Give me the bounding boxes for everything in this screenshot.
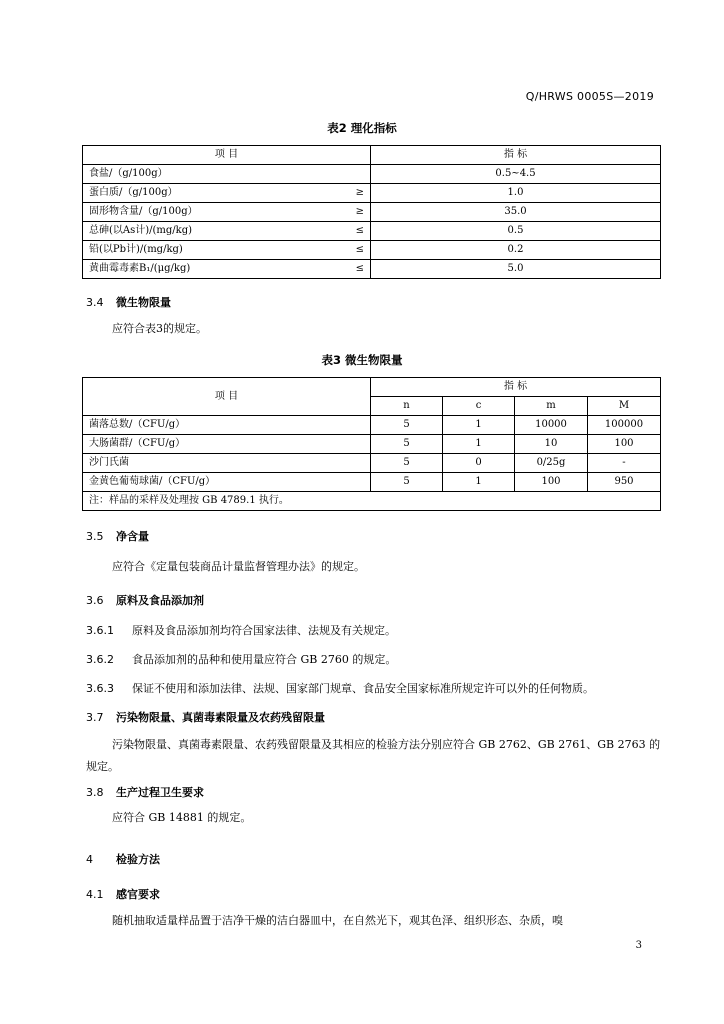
section-title: 原料及食品添加剂 bbox=[116, 594, 204, 607]
section-title: 净含量 bbox=[116, 530, 149, 543]
section-3-5-heading bbox=[86, 528, 149, 544]
cell-item: 总砷(以As计)/(mg/kg) bbox=[89, 225, 193, 236]
cell-item: 沙门氏菌 bbox=[83, 454, 371, 473]
cell-c: 1 bbox=[443, 435, 515, 454]
section-title: 检验方法 bbox=[116, 853, 160, 866]
table-note: 注：样品的采样及处理按 GB 4789.1 执行。 bbox=[83, 492, 661, 511]
section-number: 3.5 bbox=[86, 530, 104, 543]
cell-item: 大肠菌群/（CFU/g） bbox=[83, 435, 371, 454]
cell-item: 固形物含量/（g/100g） bbox=[89, 206, 198, 217]
section-title: 微生物限量 bbox=[116, 296, 171, 309]
clause-text: 保证不使用和添加法律、法规、国家部门规章、食品安全国家标准所规定许可以外的任何物质。 bbox=[132, 682, 594, 695]
cell-value: 35.0 bbox=[371, 203, 661, 222]
cell-value: 0.5 bbox=[371, 222, 661, 241]
table3-caption: 表3 微生物限量 bbox=[321, 353, 403, 367]
cell-m-upper: 100000 bbox=[588, 416, 661, 435]
header-n: n bbox=[371, 397, 443, 416]
cell-c: 1 bbox=[443, 416, 515, 435]
section-3-7-text: 污染物限量、真菌毒素限量、农药残留限量及其相应的检验方法分别应符合 GB 2762、GB 2761、GB 2763 的规定。 bbox=[86, 738, 661, 773]
header-c: c bbox=[443, 397, 515, 416]
cell-m-lower: 0/25g bbox=[515, 454, 588, 473]
clause-text: 食品添加剂的品种和使用量应符合 GB 2760 的规定。 bbox=[132, 653, 397, 666]
clause-number: 3.6.1 bbox=[86, 624, 114, 637]
section-3-6-heading bbox=[86, 592, 204, 608]
cell-m-lower: 10 bbox=[515, 435, 588, 454]
cell-item: 食盐/（g/100g） bbox=[89, 168, 168, 179]
section-3-7-heading bbox=[86, 709, 325, 725]
cell-c: 0 bbox=[443, 454, 515, 473]
cell-m-upper: 100 bbox=[588, 435, 661, 454]
clause-number: 3.6.2 bbox=[86, 653, 114, 666]
cell-m-lower: 100 bbox=[515, 473, 588, 492]
table-row bbox=[83, 203, 661, 222]
section-3-4-heading bbox=[86, 294, 171, 310]
section-title: 感官要求 bbox=[116, 888, 160, 901]
cell-value: 0.2 bbox=[371, 241, 661, 260]
cell-op: ≤ bbox=[355, 263, 364, 274]
section-3-8-text: 应符合 GB 14881 的规定。 bbox=[112, 811, 252, 824]
table-row bbox=[83, 435, 661, 454]
header-item: 项 目 bbox=[83, 378, 371, 416]
section-3-5-text: 应符合《定量包装商品计量监督管理办法》的规定。 bbox=[112, 560, 365, 573]
table-row bbox=[83, 184, 661, 203]
cell-value: 5.0 bbox=[371, 260, 661, 279]
section-number: 3.7 bbox=[86, 711, 104, 724]
cell-n: 5 bbox=[371, 435, 443, 454]
section-title: 生产过程卫生要求 bbox=[116, 786, 204, 799]
table-header-row bbox=[83, 146, 661, 165]
cell-op: ≥ bbox=[355, 187, 364, 198]
header-m-lower: m bbox=[515, 397, 588, 416]
cell-op: ≤ bbox=[355, 225, 364, 236]
section-3-8-heading bbox=[86, 784, 204, 800]
cell-item: 黄曲霉毒素B₁/(μg/kg) bbox=[89, 263, 191, 274]
cell-n: 5 bbox=[371, 454, 443, 473]
cell-op: ≥ bbox=[355, 206, 364, 217]
cell-m-lower: 10000 bbox=[515, 416, 588, 435]
table-note-row bbox=[83, 492, 661, 511]
cell-n: 5 bbox=[371, 416, 443, 435]
section-4-1-text: 随机抽取适量样品置于洁净干燥的洁白器皿中，在自然光下，观其色泽、组织形态、杂质，嗅 bbox=[112, 914, 563, 927]
cell-value: 0.5~4.5 bbox=[371, 165, 661, 184]
clause-3-6-3 bbox=[86, 680, 594, 696]
section-number: 4 bbox=[86, 853, 93, 866]
table-row bbox=[83, 260, 661, 279]
cell-item: 金黄色葡萄球菌/（CFU/g） bbox=[83, 473, 371, 492]
standard-code: Q/HRWS 0005S—2019 bbox=[525, 90, 654, 103]
cell-n: 5 bbox=[371, 473, 443, 492]
clause-text: 原料及食品添加剂均符合国家法律、法规及有关规定。 bbox=[132, 624, 396, 637]
clause-3-6-1 bbox=[86, 622, 396, 638]
table3 bbox=[82, 377, 661, 511]
header-item: 项 目 bbox=[83, 146, 371, 165]
cell-item: 菌落总数/（CFU/g） bbox=[83, 416, 371, 435]
section-3-4-text: 应符合表3的规定。 bbox=[112, 322, 207, 335]
section-number: 4.1 bbox=[86, 888, 104, 901]
header-index: 指 标 bbox=[371, 378, 661, 397]
cell-item: 蛋白质/（g/100g） bbox=[89, 187, 178, 198]
cell-m-upper: - bbox=[588, 454, 661, 473]
cell-m-upper: 950 bbox=[588, 473, 661, 492]
table2 bbox=[82, 145, 661, 279]
table-row bbox=[83, 241, 661, 260]
cell-item: 铅(以Pb计)/(mg/kg) bbox=[89, 244, 183, 255]
table-row bbox=[83, 416, 661, 435]
cell-c: 1 bbox=[443, 473, 515, 492]
cell-value: 1.0 bbox=[371, 184, 661, 203]
table-header-row bbox=[83, 378, 661, 397]
section-title: 污染物限量、真菌毒素限量及农药残留限量 bbox=[116, 711, 325, 724]
header-index: 指 标 bbox=[371, 146, 661, 165]
table2-caption: 表2 理化指标 bbox=[327, 121, 397, 135]
section-4-heading bbox=[86, 851, 160, 867]
page-number: 3 bbox=[635, 940, 642, 951]
section-number: 3.6 bbox=[86, 594, 104, 607]
table-row bbox=[83, 473, 661, 492]
cell-op: ≤ bbox=[355, 244, 364, 255]
section-4-1-heading bbox=[86, 886, 160, 902]
table-row bbox=[83, 165, 661, 184]
table-row bbox=[83, 222, 661, 241]
section-number: 3.8 bbox=[86, 786, 104, 799]
table-row bbox=[83, 454, 661, 473]
section-number: 3.4 bbox=[86, 296, 104, 309]
clause-number: 3.6.3 bbox=[86, 682, 114, 695]
header-m-upper: M bbox=[588, 397, 661, 416]
clause-3-6-2 bbox=[86, 651, 396, 667]
